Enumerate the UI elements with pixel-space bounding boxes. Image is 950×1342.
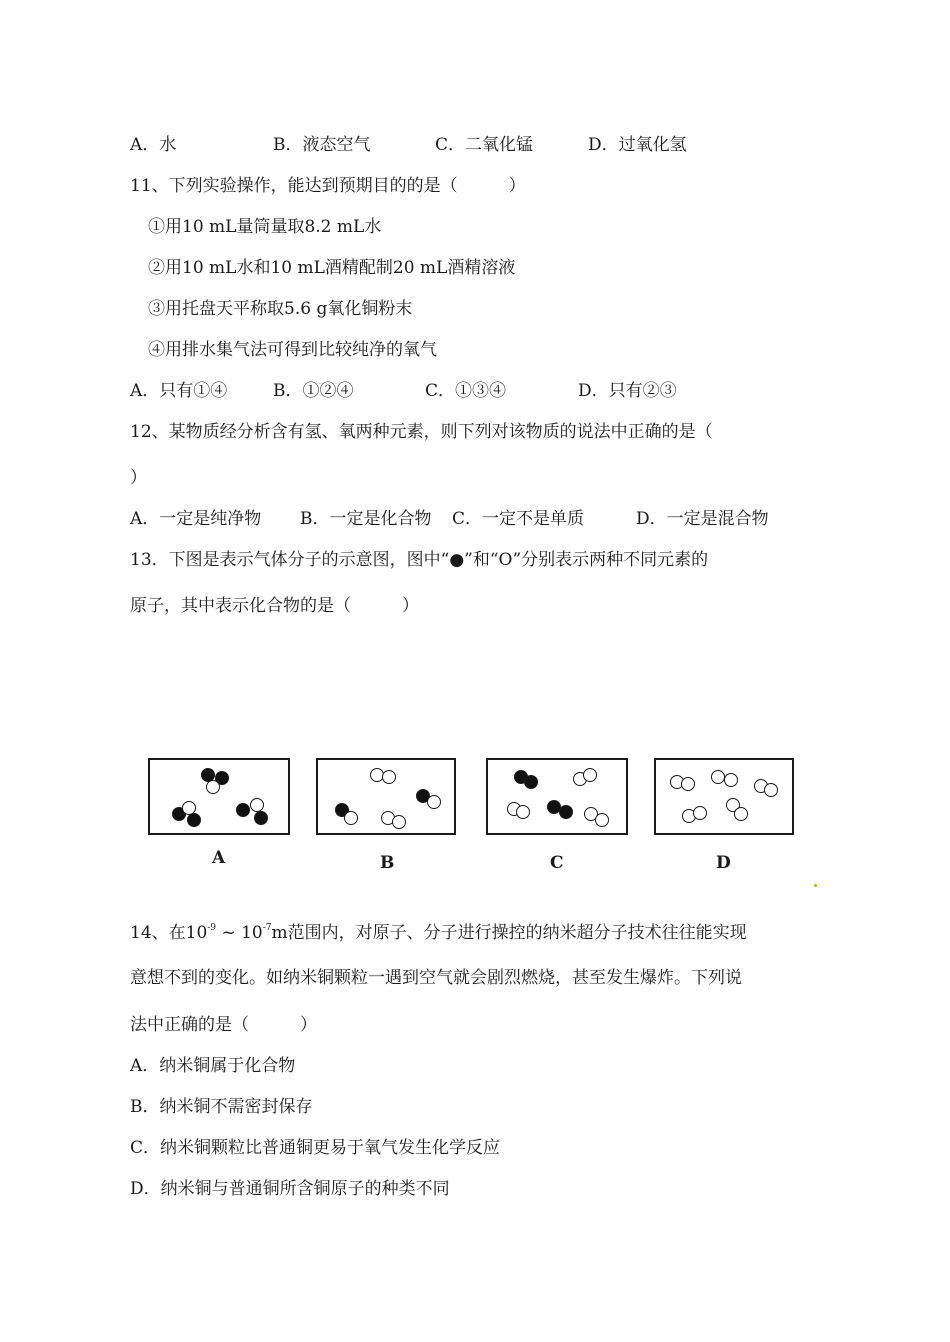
atom-open <box>392 815 406 829</box>
speck <box>814 884 817 887</box>
q12-stem-line1: 12、某物质经分析含有氢、氧两种元素，则下列对该物质的说法中正确的是（ <box>130 422 713 442</box>
q14-line1-post: m范围内，对原子、分子进行操控的纳米超分子技术往往能实现 <box>271 923 747 943</box>
q14-exponent-1: -9 <box>207 923 217 933</box>
q13-stem-line2: 原子，其中表示化合物的是（ ） <box>130 596 419 616</box>
q14-option-c: C．纳米铜颗粒比普通铜更易于氧气发生化学反应 <box>130 1138 501 1158</box>
q11-item-1: ①用10 mL量筒量取8.2 mL水 <box>148 217 382 237</box>
atom-open <box>693 806 707 820</box>
q10-option-d: D．过氧化氢 <box>588 135 687 155</box>
atom-filled <box>254 811 268 825</box>
diagram-label-a: A <box>212 848 226 868</box>
atom-open <box>764 783 778 797</box>
atom-open <box>206 780 220 794</box>
q14-exponent-2: -7 <box>262 923 272 933</box>
atom-open <box>583 768 597 782</box>
q11-item-4: ④用排水集气法可得到比较纯净的氧气 <box>148 340 437 360</box>
atom-open <box>681 777 695 791</box>
q12-option-b: B．一定是化合物 <box>300 509 432 529</box>
q14-line1-pre: 14、在10 <box>130 923 208 943</box>
q14-option-d: D．纳米铜与普通铜所含铜原子的种类不同 <box>130 1179 450 1199</box>
atom-open <box>724 773 738 787</box>
diagram-box-a <box>148 758 290 835</box>
atom-filled <box>187 813 201 827</box>
atom-open <box>344 811 358 825</box>
atom-filled <box>236 803 250 817</box>
q14-line1 <box>130 924 747 942</box>
q12-option-d: D．一定是混合物 <box>636 509 769 529</box>
q12-stem-line2: ） <box>130 468 147 488</box>
q11-item-2: ②用10 mL水和10 mL酒精配制20 mL酒精溶液 <box>148 258 516 278</box>
diagram-label-b: B <box>380 853 395 873</box>
q11-stem: 11、下列实验操作，能达到预期目的的是（ ） <box>130 176 526 196</box>
atom-open <box>250 798 264 812</box>
atom-open <box>595 813 609 827</box>
q12-option-c: C．一定不是单质 <box>452 509 585 529</box>
q11-item-3: ③用托盘天平称取5.6 g氧化铜粉末 <box>148 299 413 319</box>
q10-option-a: A．水 <box>130 135 177 155</box>
atom-open <box>427 795 441 809</box>
diagram-label-d: D <box>716 853 731 873</box>
diagram-box-b <box>316 758 456 835</box>
atom-filled <box>559 805 573 819</box>
q10-option-c: C．二氧化锰 <box>435 135 534 155</box>
q11-option-b: B．①②④ <box>273 381 354 401</box>
diagram-box-d <box>654 758 794 835</box>
diagram-box-c <box>486 758 628 835</box>
q11-option-d: D．只有②③ <box>578 381 677 401</box>
diagram-label-c: C <box>550 853 564 873</box>
atom-open <box>382 770 396 784</box>
q11-option-a: A．只有①④ <box>130 381 228 401</box>
atom-open <box>711 770 725 784</box>
atom-open <box>734 807 748 821</box>
q13-stem-line1: 13．下图是表示气体分子的示意图，图中“●”和“O”分别表示两种不同元素的 <box>130 550 709 570</box>
q14-line1-mid: ~ 10 <box>216 923 263 943</box>
atom-filled <box>524 775 538 789</box>
q14-line3: 法中正确的是（ ） <box>130 1015 317 1035</box>
q11-option-c: C．①③④ <box>425 381 507 401</box>
q10-option-b: B．液态空气 <box>273 135 371 155</box>
q14-option-b: B．纳米铜不需密封保存 <box>130 1097 313 1117</box>
q12-option-a: A．一定是纯净物 <box>130 509 262 529</box>
atom-open <box>516 805 530 819</box>
q14-option-a: A．纳米铜属于化合物 <box>130 1056 296 1076</box>
q14-line2: 意想不到的变化。如纳米铜颗粒一遇到空气就会剧烈燃烧，甚至发生爆炸。下列说 <box>130 968 742 988</box>
